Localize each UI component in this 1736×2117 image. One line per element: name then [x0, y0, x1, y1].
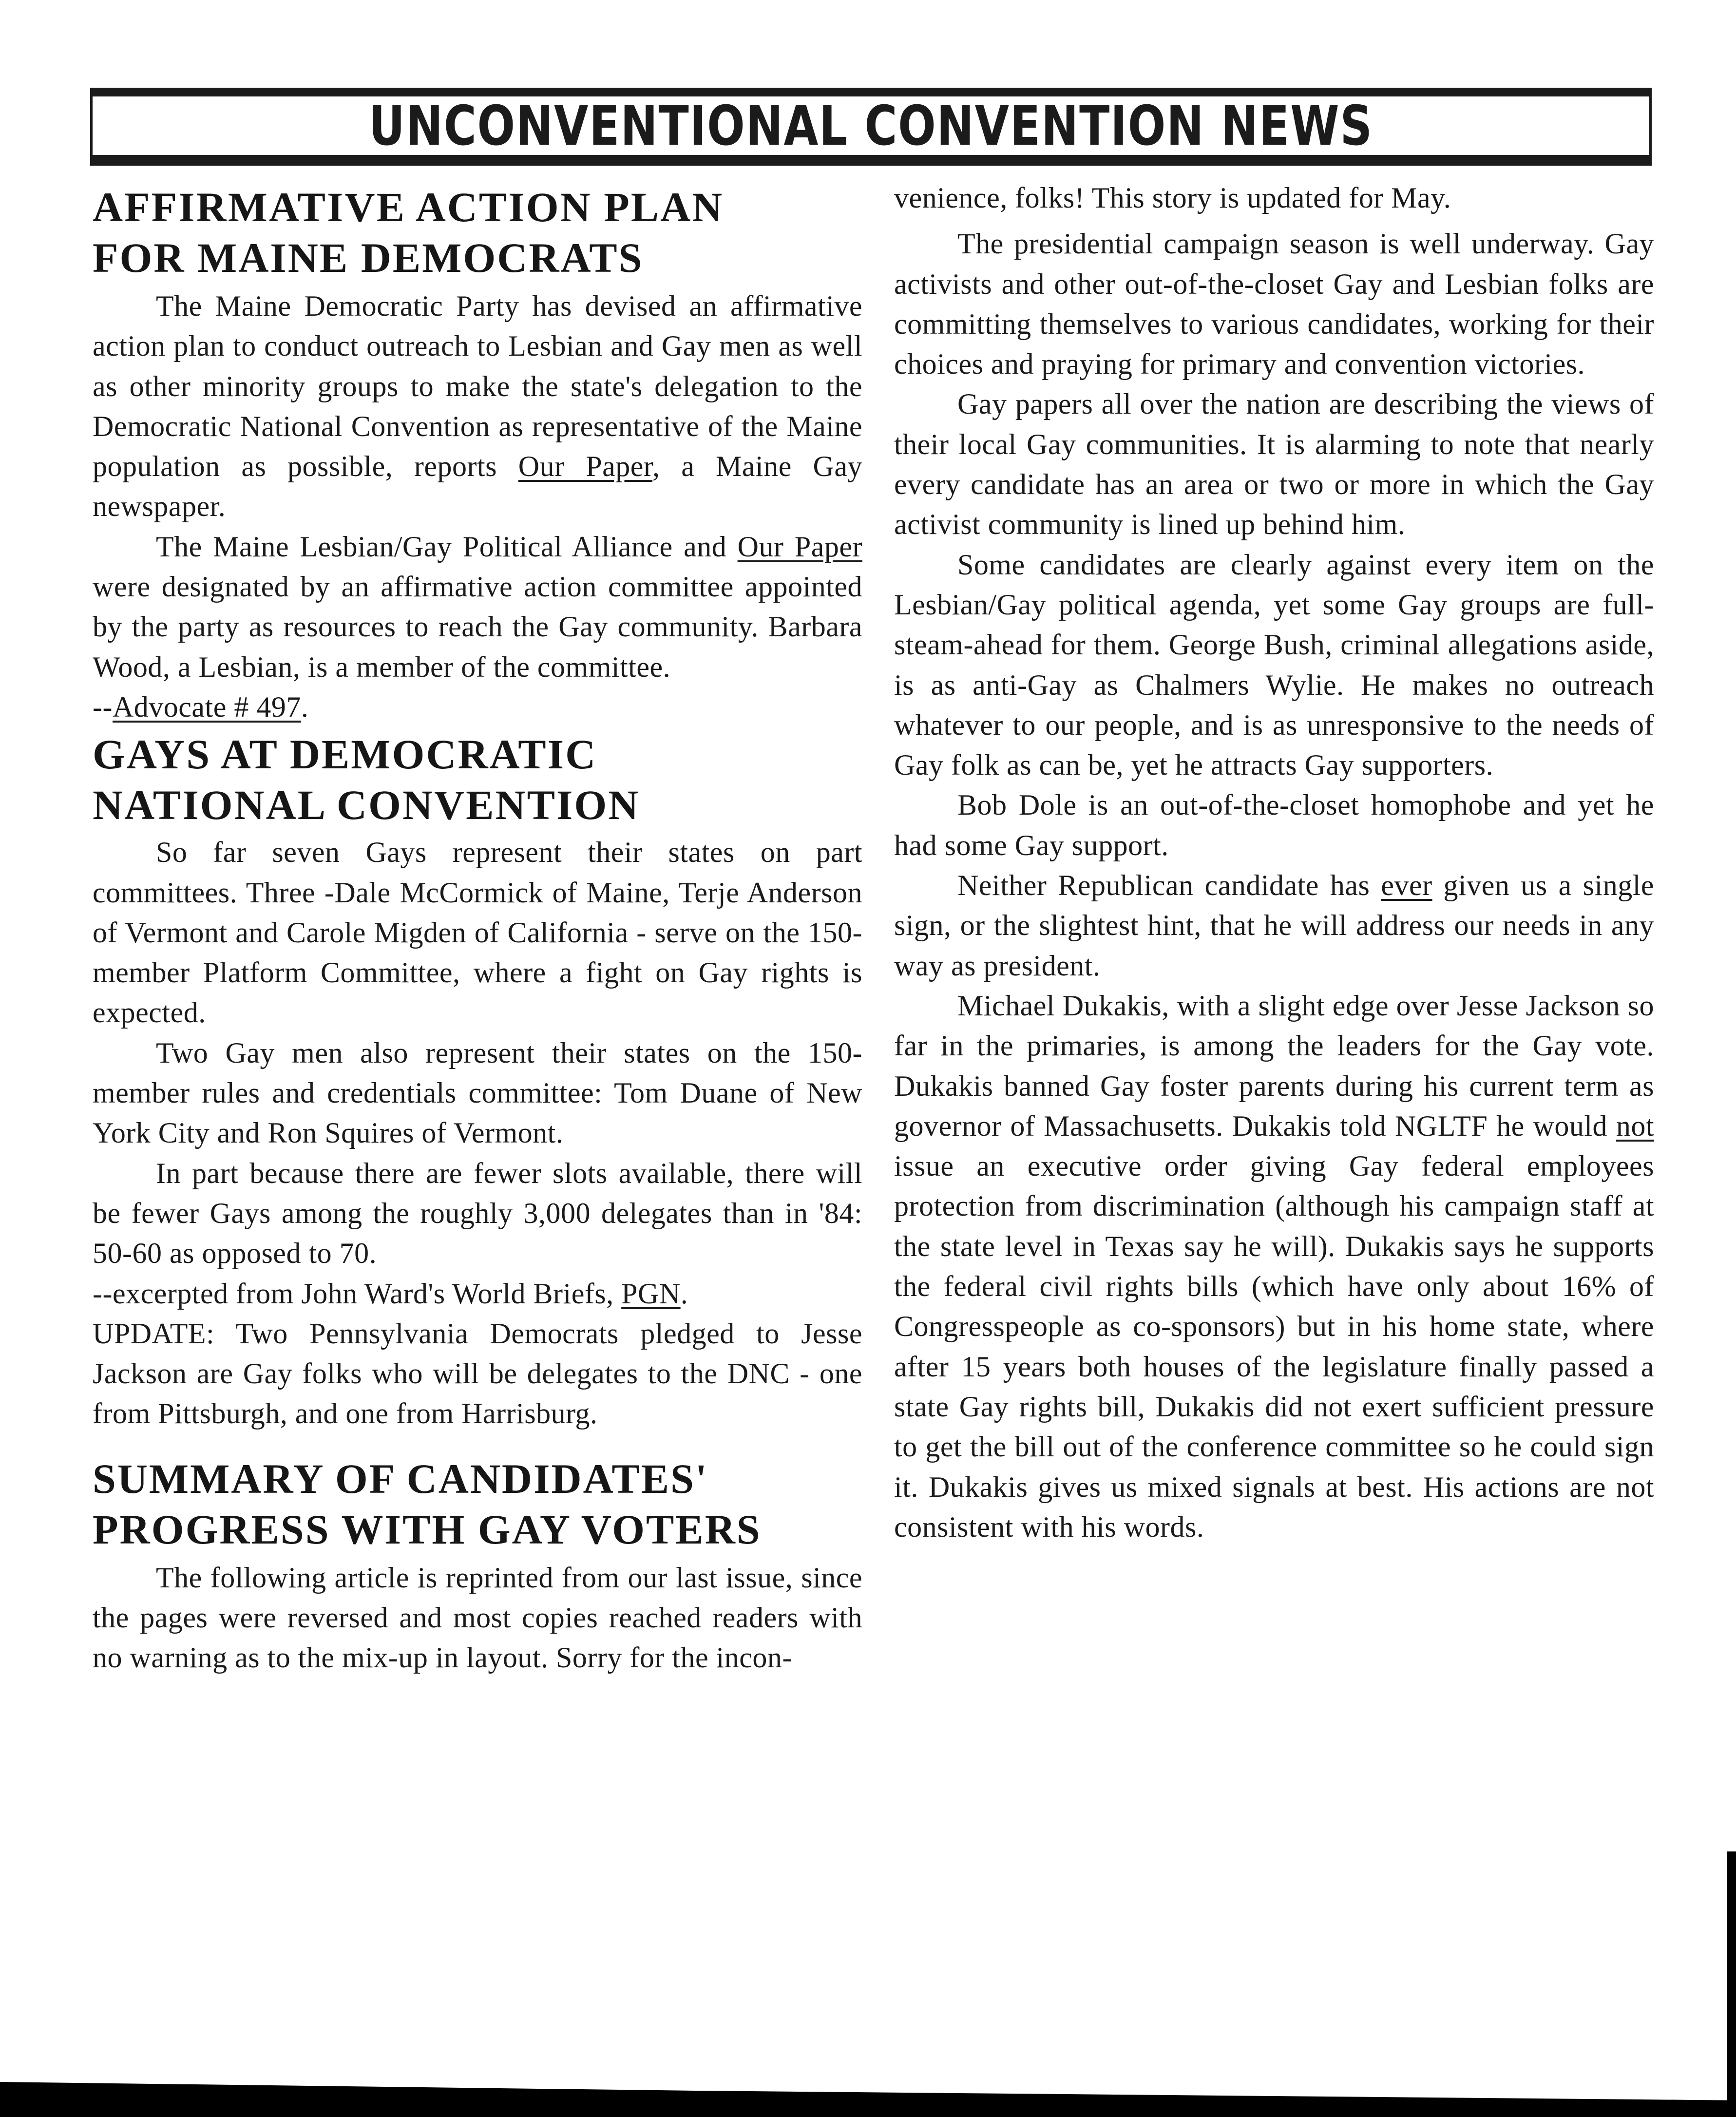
paragraph: [93, 286, 862, 527]
text: issue an executive order giving Gay federal employees protection from discrimination (although his campaign staff at the state level in Texas say he will). Dukakis says he supports the federal civil rights bills (which have only about 16% of Congresspeople as co-sponsors) but in his home state, where after 15 years both houses of the legislature finally passed a state Gay rights bill, Dukakis did not exert sufficient pressure to get the bill out of the conference committee so he could sign it. Dukakis gives us mixed signals at best. His actions are not consistent with his words.: [894, 1150, 1654, 1543]
paragraph: The presidential campaign season is well underway. Gay activists and other out-of-the-closet Gay and Lesbian folks are committing themselves to various candidates, working for their choices and praying for primary and convention victories.: [894, 228, 1654, 381]
publication-title: Advocate # 497: [112, 690, 301, 723]
text: were designated by an affirmative action committee appointed by the party as resources to reach the Gay community. Barbara Wood, a Lesbian, is a member of the committee.: [93, 571, 862, 683]
paragraph: [93, 527, 862, 687]
headline: [93, 1453, 862, 1555]
text: The Maine Democratic Party has devised an affirmative action plan to conduct outreach to Lesbian and Gay men as well as other minority groups to make the state's delegation to the Democratic National Convention as representative of the Maine population as possible, reports: [93, 290, 862, 483]
text: The Maine Lesbian/Gay Political Alliance and: [156, 530, 738, 563]
masthead-title: UNCONVENTIONAL CONVENTION NEWS: [368, 94, 1374, 158]
publication-title: Our Paper: [737, 530, 862, 563]
text: --: [93, 690, 113, 723]
scan-edge-bottom: [0, 2073, 1736, 2117]
text: Michael Dukakis, with a slight edge over Jesse Jackson so far in the primaries, is among the leaders for the Gay vote. Dukakis banned Gay foster parents during his current term as governor of Massachusetts. Dukakis told NGLTF he would: [894, 989, 1654, 1142]
paragraph: The following article is reprinted from our last issue, since the pages were reversed and most copies reached readers with no warning as to the mix-up in layout. Sorry for the incon-: [93, 1561, 862, 1674]
headline: [93, 729, 862, 830]
masthead: [90, 88, 1652, 166]
text: --excerpted from John Ward's World Briefs,: [93, 1277, 622, 1310]
headline-line: AFFIRMATIVE ACTION PLAN: [93, 184, 724, 230]
text: Neither Republican candidate has: [957, 869, 1381, 902]
paragraph: Two Gay men also represent their states on the 150-member rules and credentials committee: Tom Duane of New York City and Ron Squires of Vermont.: [93, 1036, 862, 1149]
publication-title: Our Paper: [518, 450, 652, 483]
publication-title: PGN: [621, 1277, 681, 1310]
article-affirmative-action: [93, 182, 862, 727]
article-gays-at-dnc: [93, 729, 862, 1433]
text: , a Maine Gay newspaper.: [93, 450, 862, 523]
text: .: [301, 690, 309, 723]
headline: [93, 182, 862, 283]
emphasis: not: [1616, 1109, 1654, 1142]
paragraph: In part because there are fewer slots available, there will be fewer Gays among the roughly 3,000 delegates than in '84: 50-60 as opposed to 70.: [93, 1157, 862, 1270]
paragraph: Bob Dole is an out-of-the-closet homophobe and yet he had some Gay support.: [894, 789, 1654, 861]
paragraph: So far seven Gays represent their states on part committees. Three -Dale McCormick of Maine, Terje Anderson of Vermont and Carole Migden of California - serve on the 150-member Platform Committee, where a fight on Gay rights is expected.: [93, 836, 862, 1029]
paragraph-continued: venience, folks! This story is updated for May.: [894, 182, 1451, 214]
right-column: [894, 178, 1654, 1547]
source-credit: [93, 687, 862, 727]
headline-line: NATIONAL CONVENTION: [93, 782, 640, 829]
source-credit: [93, 1274, 862, 1314]
article-candidates-summary: [93, 1453, 862, 1678]
scan-edge-right: [1727, 1851, 1736, 2117]
headline-line: GAYS AT DEMOCRATIC: [93, 731, 597, 778]
left-column: [93, 178, 862, 1678]
text: .: [680, 1277, 688, 1310]
text: given us a single sign, or the slightest hint, that he will address our needs in any way as president.: [894, 869, 1654, 982]
paragraph: [894, 986, 1654, 1547]
paragraph: [894, 865, 1654, 986]
headline-line: PROGRESS WITH GAY VOTERS: [93, 1506, 762, 1553]
emphasis: ever: [1381, 869, 1432, 902]
paragraph: Gay papers all over the nation are describing the views of their local Gay communities. It is alarming to note that nearly every candidate has an area or two or more in which the Gay activist community is lined up behind him.: [894, 388, 1654, 541]
update-note: UPDATE: Two Pennsylvania Democrats pledged to Jesse Jackson are Gay folks who will be delegates to the DNC - one from Pittsburgh, and one from Harrisburg.: [93, 1317, 862, 1430]
headline-line: SUMMARY OF CANDIDATES': [93, 1455, 708, 1502]
headline-line: FOR MAINE DEMOCRATS: [93, 234, 644, 281]
paragraph: Some candidates are clearly against every item on the Lesbian/Gay political agenda, yet some Gay groups are full-steam-ahead for them. George Bush, criminal allegations aside, is as anti-Gay as Chalmers Wylie. He makes no outreach whatever to our people, and is as unresponsive to the needs of Gay folk as can be, yet he attracts Gay supporters.: [894, 548, 1654, 782]
